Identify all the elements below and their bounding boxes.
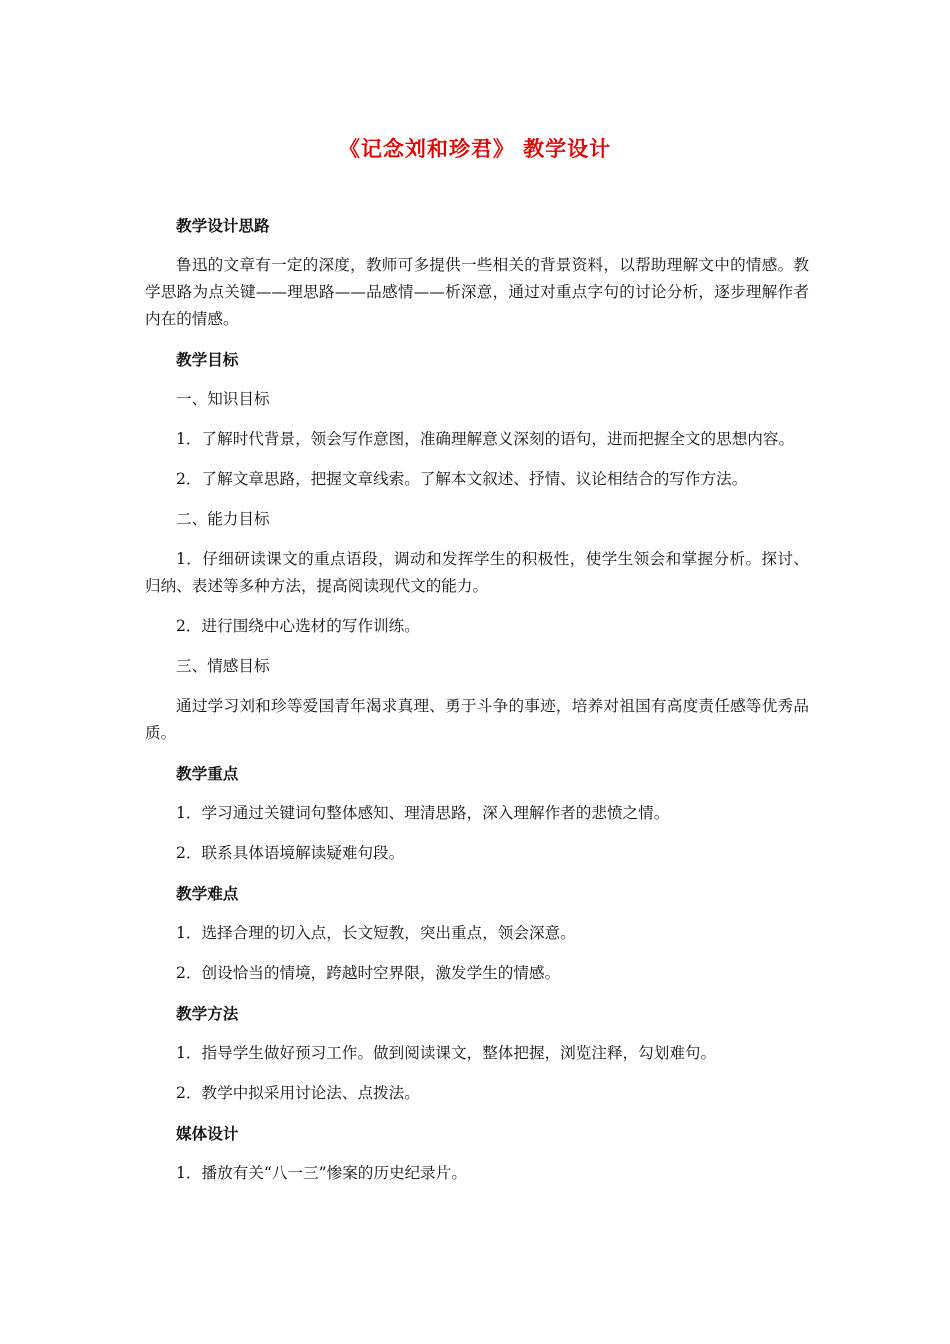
body-paragraph: 1．指导学生做好预习工作。做到阅读课文，整体把握，浏览注释，勾划难句。	[176, 1044, 717, 1062]
body-paragraph: 一、知识目标	[176, 390, 270, 408]
section-heading: 媒体设计	[176, 1124, 239, 1143]
body-paragraph: 1．选择合理的切入点，长文短教，突出重点，领会深意。	[176, 924, 576, 942]
body-paragraph: 2．创设恰当的情境，跨越时空界限，激发学生的情感。	[176, 964, 561, 982]
body-paragraph: 2．教学中拟采用讨论法、点拨法。	[176, 1084, 420, 1102]
body-paragraph: 1．学习通过关键词句整体感知、理清思路，深入理解作者的悲愤之情。	[176, 804, 670, 822]
section-heading: 教学设计思路	[176, 216, 270, 235]
body-paragraph: 1．仔细研读课文的重点语段，调动和发挥学生的积极性，使学生领会和掌握分析。探讨、归纳、表述等多种方法，提高阅读现代文的能力。	[145, 550, 809, 595]
body-paragraph: 二、能力目标	[176, 510, 270, 528]
document-body	[145, 212, 809, 1200]
section-heading: 教学重点	[176, 764, 239, 783]
section-heading: 教学方法	[176, 1004, 239, 1023]
body-paragraph: 通过学习刘和珍等爱国青年渴求真理、勇于斗争的事迹，培养对祖国有高度责任感等优秀品质。	[145, 697, 809, 742]
section-heading: 教学难点	[176, 884, 239, 903]
body-paragraph: 2．了解文章思路，把握文章线索。了解本文叙述、抒情、议论相结合的写作方法。	[176, 470, 748, 488]
document-title: 《记念刘和珍君》 教学设计	[338, 136, 612, 161]
body-paragraph: 2．联系具体语境解读疑难句段。	[176, 844, 405, 862]
section-heading: 教学目标	[176, 350, 239, 369]
body-paragraph: 1．播放有关“八一三”惨案的历史纪录片。	[176, 1164, 467, 1182]
body-paragraph: 鲁迅的文章有一定的深度，教师可多提供一些相关的背景资料，以帮助理解文中的情感。教学思路为点关键——理思路——品感情——析深意，通过对重点字句的讨论分析，逐步理解作者内在的情感。	[145, 256, 809, 328]
body-paragraph: 2．进行围绕中心选材的写作训练。	[176, 617, 420, 635]
body-paragraph: 三、情感目标	[176, 657, 270, 675]
body-paragraph: 1．了解时代背景，领会写作意图，准确理解意义深刻的语句，进而把握全文的思想内容。	[176, 430, 795, 448]
